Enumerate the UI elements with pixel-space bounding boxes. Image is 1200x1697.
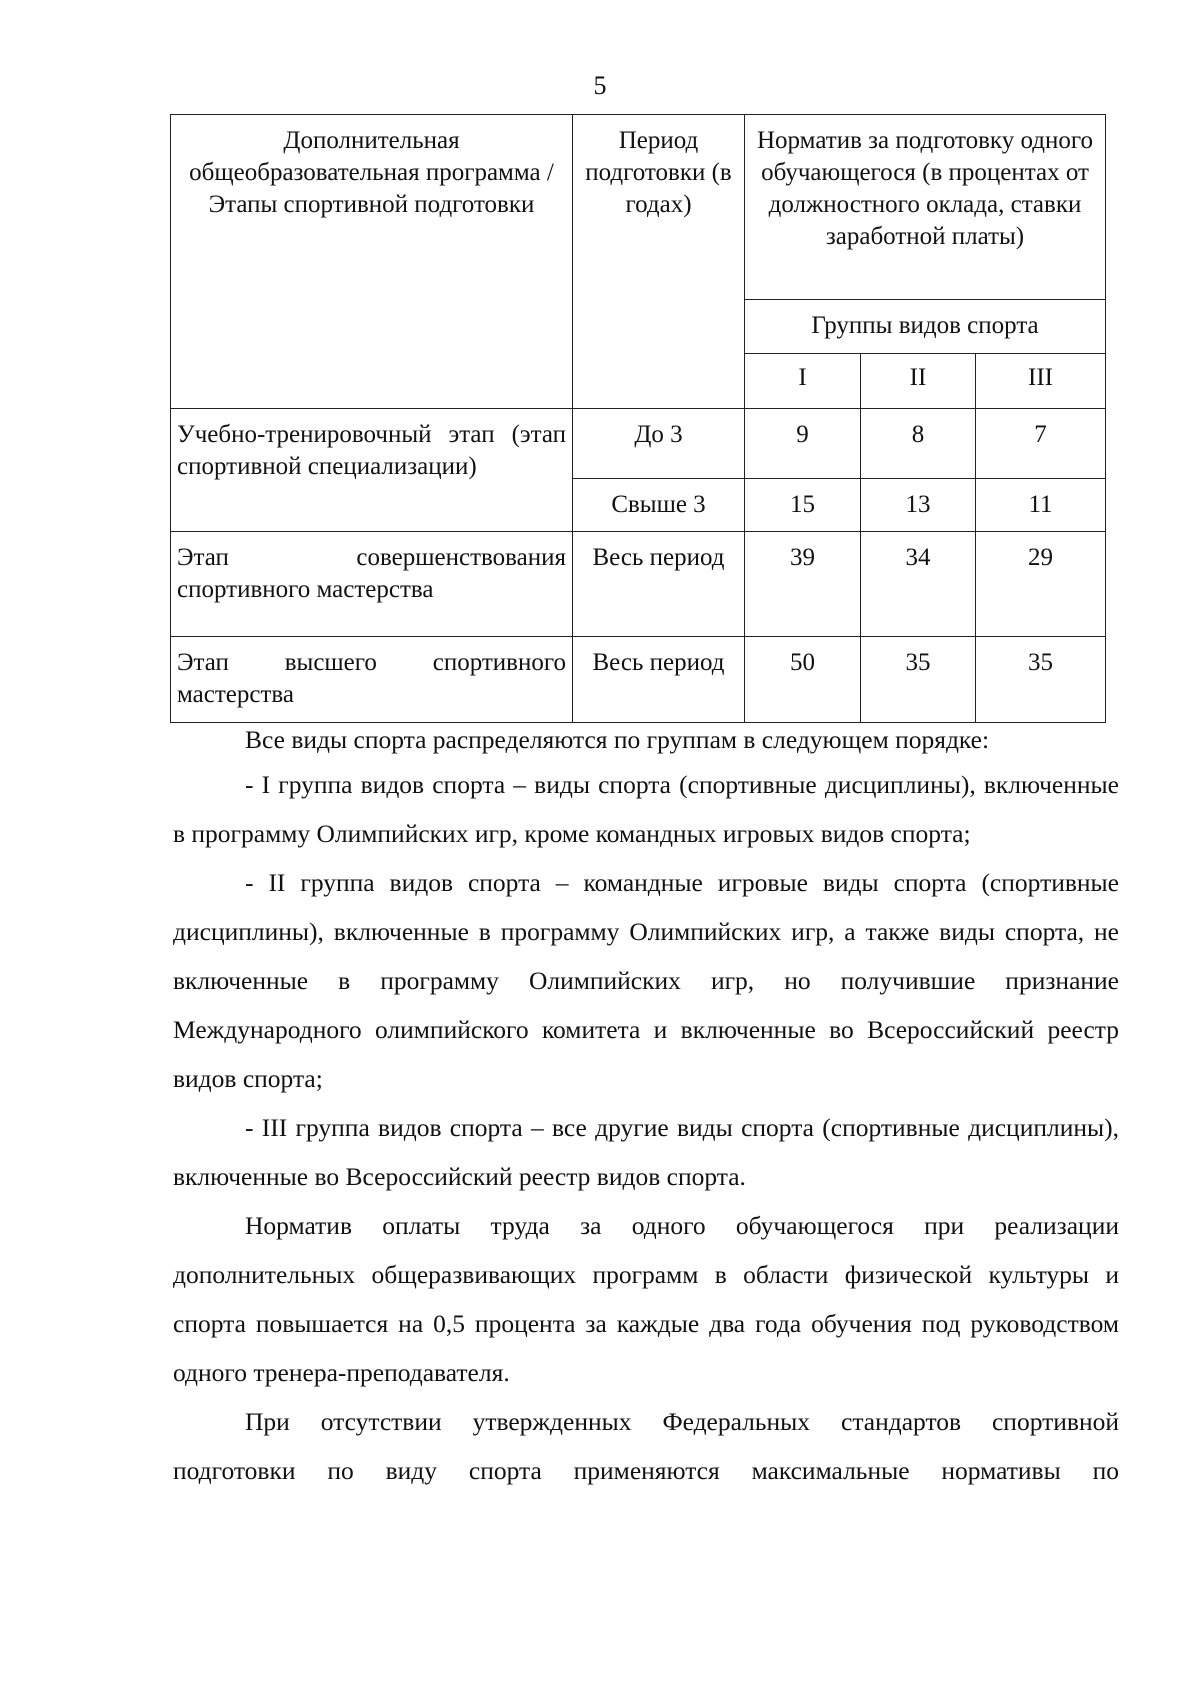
value-cell: 9 [745,409,861,479]
value-cell: 34 [861,532,976,637]
paragraph-norm: Норматив оплаты труда за одного обучающегося при реализации дополнительных общеразвивающих программ в области физической культуры и спорта повышается на 0,5 процента за каждые два года обучения под руководством одного тренера-преподавателя. [173,1211,1119,1387]
value-cell: 35 [861,637,976,723]
period-cell: Весь период [573,637,745,723]
stage-improvement: Этап совершенствования спортивного мастерства [171,532,573,637]
value-cell: 13 [861,479,976,532]
stage-higher-mastery: Этап высшего спортивного мастерства [171,637,573,723]
value-cell: 15 [745,479,861,532]
paragraph-group-1: - I группа видов спорта – виды спорта (спортивные дисциплины), включенные в программу Олимпийских игр, кроме командных игровых видов спорта; [173,770,1119,848]
value-cell: 39 [745,532,861,637]
value-cell: 29 [976,532,1106,637]
header-norm: Норматив за подготовку одного обучающегося (в процентах от должностного оклада, ставки заработной платы) [745,115,1106,300]
stage-training: Учебно-тренировочный этап (этап спортивной специализации) [171,409,573,532]
value-cell: 11 [976,479,1106,532]
header-groups: Группы видов спорта [745,300,1106,354]
header-program: Дополнительная общеобразовательная программа /Этапы спортивной подготовки [171,115,573,409]
page-number: 5 [593,71,607,100]
period-cell: Весь период [573,532,745,637]
paragraph-absent: При отсутствии утвержденных Федеральных стандартов спортивной подготовки по виду спорта применяются максимальные нормативы по [173,1407,1119,1485]
paragraph-intro: Все виды спорта распределяются по группам в следующем порядке: [245,725,990,754]
period-cell: Свыше 3 [573,479,745,532]
group-name-iii: III [976,354,1106,409]
period-cell: До 3 [573,409,745,479]
header-period: Период подготовки (в годах) [573,115,745,409]
table-row [171,409,1106,479]
value-cell: 7 [976,409,1106,479]
value-cell: 35 [976,637,1106,723]
group-name-ii: II [861,354,976,409]
body-text [173,720,1119,1495]
group-name-i: I [745,354,861,409]
value-cell: 50 [745,637,861,723]
table-header-row [171,115,1106,300]
paragraph-group-2: - II группа видов спорта – командные игровые виды спорта (спортивные дисциплины), включенные в программу Олимпийских игр, а также виды спорта, не включенные в программу Олимпийских игр, но получившие признание Международного олимпийского комитета и включенные во Всероссийский реестр видов спорта; [173,868,1119,1093]
value-cell: 8 [861,409,976,479]
norms-table [170,114,1106,723]
table-row [171,532,1106,637]
table-row [171,637,1106,723]
paragraph-group-3: - III группа видов спорта – все другие виды спорта (спортивные дисциплины), включенные во Всероссийский реестр видов спорта. [173,1113,1119,1191]
